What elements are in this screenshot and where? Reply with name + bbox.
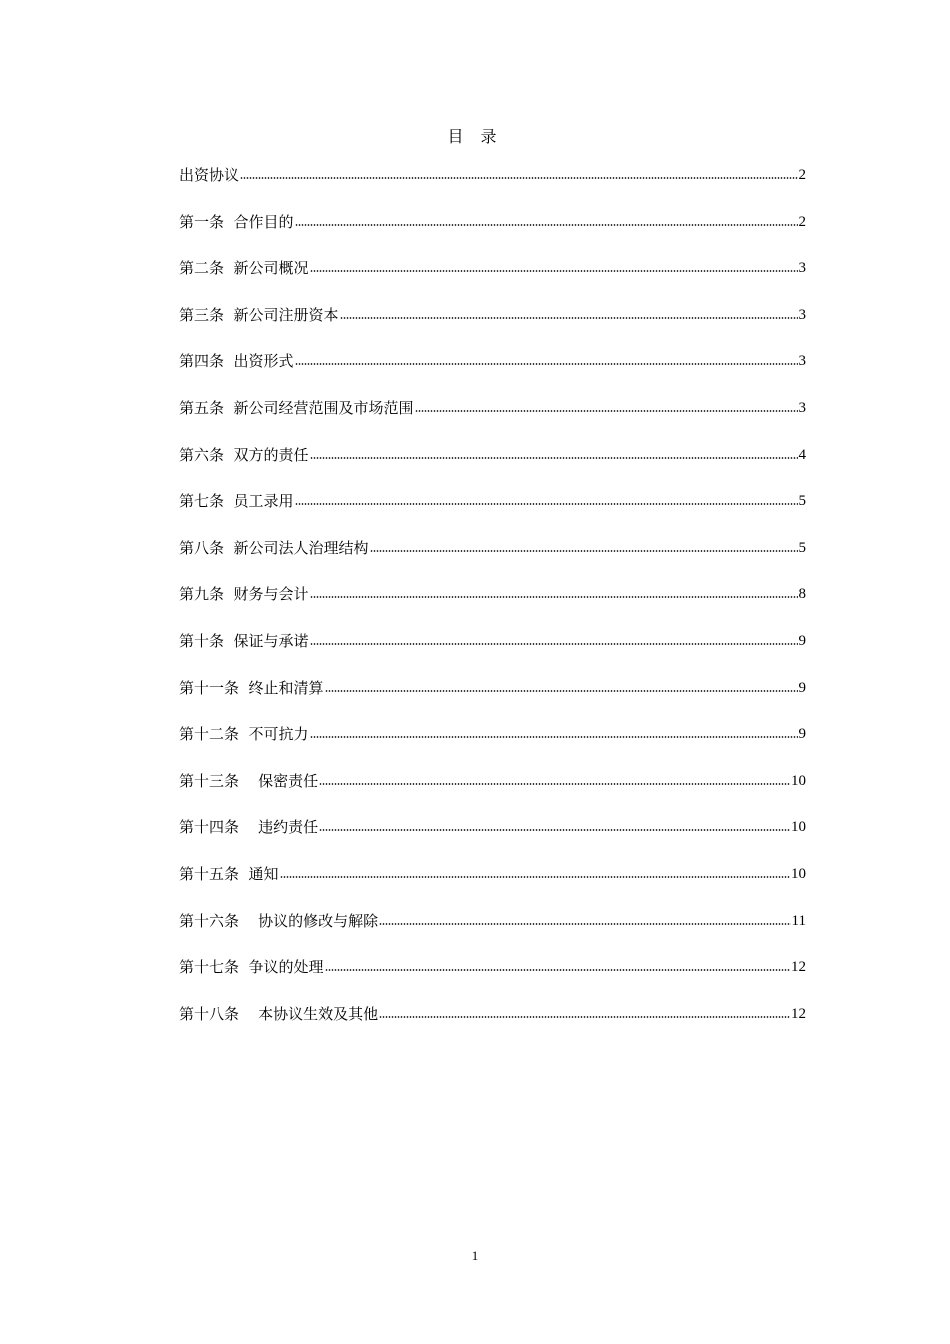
toc-entry-label: 第四条 出资形式: [179, 352, 294, 371]
toc-dot-leader: [415, 408, 798, 414]
toc-dot-leader: [310, 594, 798, 600]
toc-entry-label: 第十三条 保密责任: [179, 771, 319, 790]
toc-entry-label: 第三条 新公司注册资本: [179, 305, 339, 324]
toc-entry-page: 10: [791, 865, 806, 882]
toc-dot-leader: [370, 548, 798, 554]
toc-entry-page: 11: [791, 912, 806, 929]
toc-dot-leader: [319, 781, 790, 787]
toc-dot-leader: [319, 827, 790, 833]
toc-entry[interactable]: [179, 303, 806, 325]
toc-entry-page: 3: [798, 353, 806, 370]
toc-dot-leader: [295, 222, 798, 228]
page-number: 1: [471, 1248, 479, 1263]
toc-dot-leader: [379, 921, 790, 927]
toc-entry-page: 8: [798, 586, 806, 603]
toc-dot-leader: [325, 967, 790, 973]
toc-entry-page: 3: [798, 399, 806, 416]
toc-entry-label: 第十四条 违约责任: [179, 818, 319, 837]
toc-entry[interactable]: [179, 489, 806, 511]
toc-entry-page: 10: [791, 772, 806, 789]
toc-entry-page: 9: [798, 679, 806, 696]
toc-entry[interactable]: [179, 676, 806, 698]
toc-entry-page: 5: [798, 493, 806, 510]
toc-entry-page: 2: [798, 213, 806, 230]
toc-dot-leader: [295, 361, 798, 367]
toc-entry-label: 第九条 财务与会计: [179, 585, 309, 604]
toc-entry-label: 第八条 新公司法人治理结构: [179, 538, 369, 557]
toc-entry-page: 9: [798, 726, 806, 743]
toc-entry-page: 5: [798, 539, 806, 556]
toc-dot-leader: [310, 641, 798, 647]
toc-entry[interactable]: [179, 443, 806, 465]
toc-dot-leader: [310, 268, 798, 274]
toc-entry[interactable]: [179, 256, 806, 278]
toc-dot-leader: [310, 455, 798, 461]
toc-entry-label: 第十六条 协议的修改与解除: [179, 911, 379, 930]
toc-entry[interactable]: [179, 1002, 806, 1024]
toc-entry-label: 第六条 双方的责任: [179, 445, 309, 464]
toc-entry[interactable]: [179, 629, 806, 651]
toc-dot-leader: [295, 501, 798, 507]
toc-entry[interactable]: [179, 909, 806, 931]
table-of-contents: [179, 163, 806, 1048]
toc-entry-label: 第十五条 通知: [179, 864, 279, 883]
toc-entry-label: 第一条 合作目的: [179, 212, 294, 231]
toc-entry-page: 12: [791, 959, 806, 976]
toc-entry-page: 9: [798, 632, 806, 649]
toc-entry-page: 4: [798, 446, 806, 463]
toc-entry[interactable]: [179, 955, 806, 977]
toc-entry-label: 第七条 员工录用: [179, 492, 294, 511]
toc-entry[interactable]: [179, 722, 806, 744]
toc-entry-label: 第五条 新公司经营范围及市场范围: [179, 398, 414, 417]
toc-entry-page: 12: [791, 1005, 806, 1022]
toc-entry-page: 2: [798, 167, 806, 183]
toc-entry-page: 10: [791, 819, 806, 836]
toc-entry[interactable]: [179, 862, 806, 884]
toc-entry[interactable]: [179, 396, 806, 418]
toc-entry[interactable]: [179, 210, 806, 232]
toc-entry-label: 出资协议: [179, 166, 240, 184]
toc-entry[interactable]: [179, 769, 806, 791]
toc-entry-label: 第二条 新公司概况: [179, 259, 309, 278]
toc-dot-leader: [280, 874, 790, 880]
toc-entry-page: 3: [798, 260, 806, 277]
toc-dot-leader: [325, 688, 798, 694]
toc-entry-label: 第十二条 不可抗力: [179, 725, 309, 744]
toc-dot-leader: [310, 734, 798, 740]
toc-entry-label: 第十一条 终止和清算: [179, 678, 324, 697]
toc-entry[interactable]: [179, 163, 806, 185]
toc-dot-leader: [240, 175, 797, 181]
toc-entry[interactable]: [179, 582, 806, 604]
toc-entry[interactable]: [179, 815, 806, 837]
toc-title: 目 录: [447, 127, 503, 146]
toc-dot-leader: [379, 1014, 790, 1020]
toc-dot-leader: [340, 315, 798, 321]
toc-entry-label: 第十条 保证与承诺: [179, 631, 309, 650]
toc-entry-label: 第十七条 争议的处理: [179, 958, 324, 977]
toc-entry[interactable]: [179, 536, 806, 558]
toc-entry-label: 第十八条 本协议生效及其他: [179, 1004, 379, 1023]
toc-entry[interactable]: [179, 349, 806, 371]
toc-entry-page: 3: [798, 306, 806, 323]
